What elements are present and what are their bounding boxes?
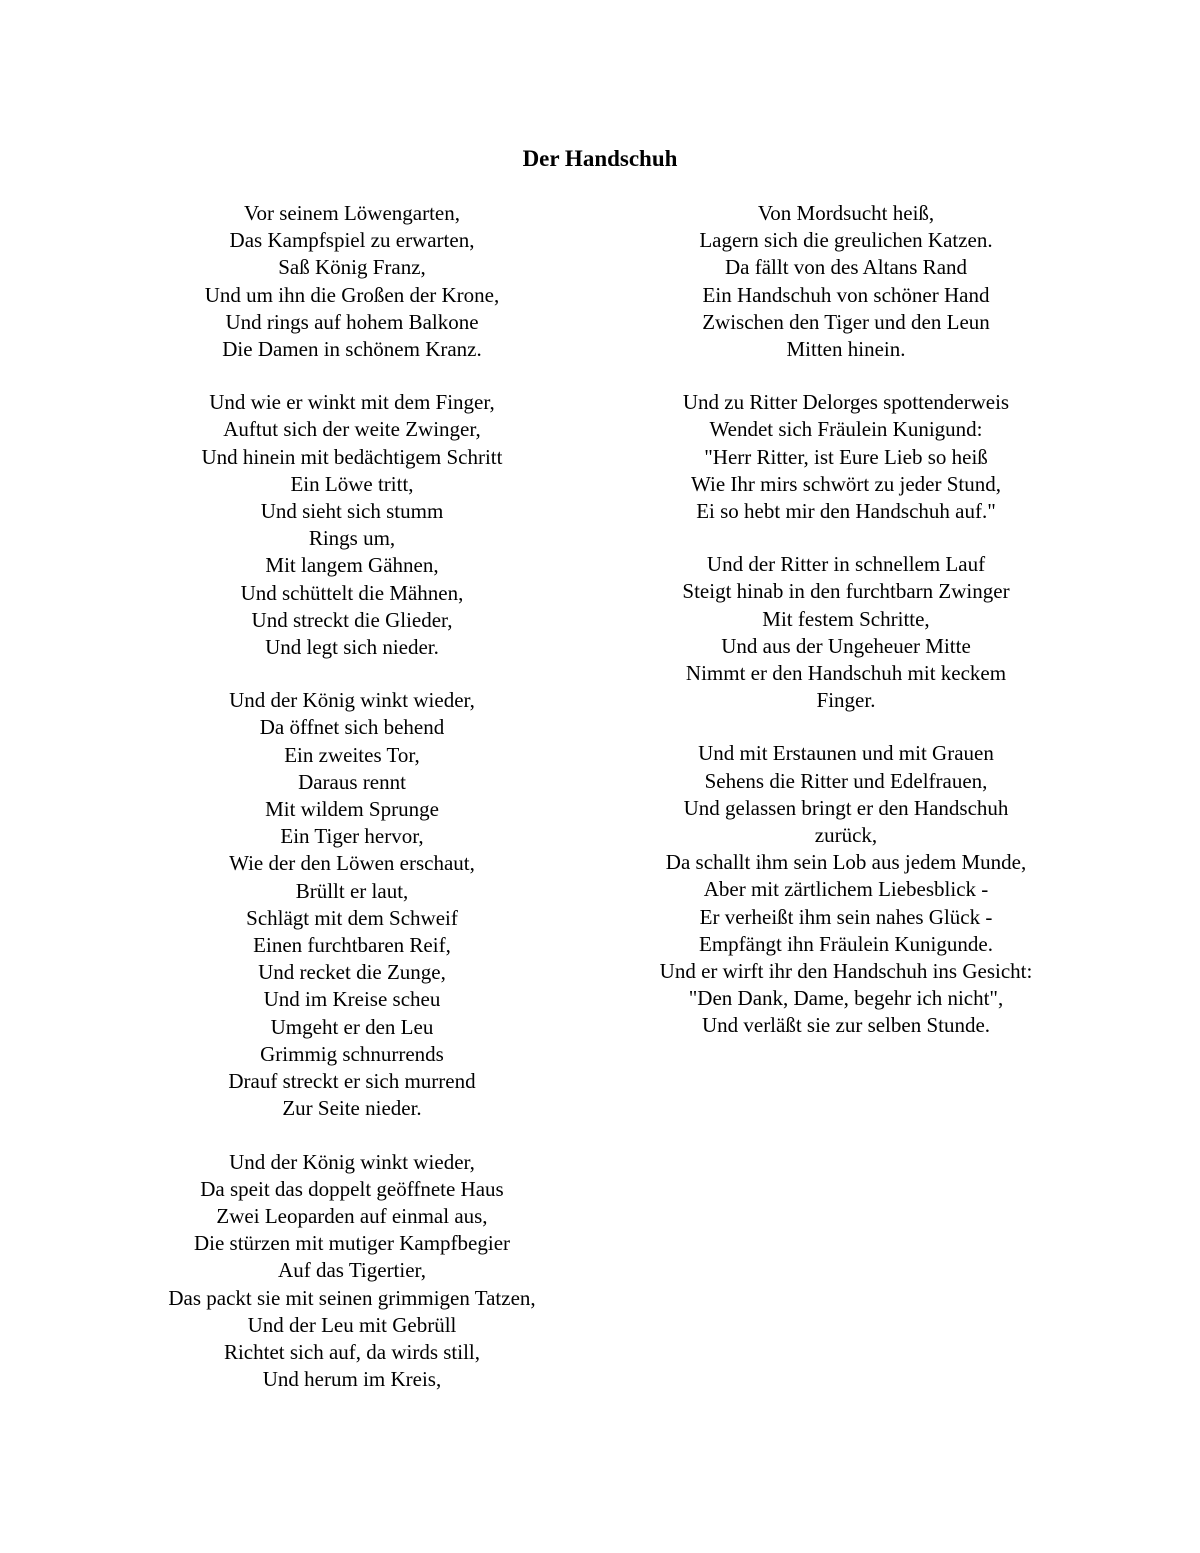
- verse-line: Und der Leu mit Gebrüll: [247, 1312, 457, 1337]
- verse-line: Nimmt er den Handschuh mit keckem: [685, 661, 1007, 686]
- verse-line: Das Kampfspiel zu erwarten,: [229, 228, 475, 253]
- verse-line: Und legt sich nieder.: [265, 635, 439, 660]
- verse-line: Ein Tiger hervor,: [280, 824, 424, 849]
- verse-line: zurück,: [814, 823, 878, 848]
- verse-line: Mit langem Gähnen,: [265, 553, 439, 578]
- verse-line: Mitten hinein.: [786, 337, 906, 362]
- verse-line: "Herr Ritter, ist Eure Lieb so heiß: [704, 444, 988, 469]
- verse-line: Ein Handschuh von schöner Hand: [702, 282, 990, 307]
- verse-line: Richtet sich auf, da wirds still,: [223, 1339, 481, 1364]
- verse-line: Und rings auf hohem Balkone: [225, 309, 479, 334]
- verse-line: Wendet sich Fräulein Kunigund:: [709, 417, 983, 442]
- stanza: [566, 740, 1126, 1039]
- verse-line: Wie Ihr mirs schwört zu jeder Stund,: [691, 471, 1001, 496]
- poem-title: Der Handschuh: [522, 146, 678, 171]
- verse-line: Und wie er winkt mit dem Finger,: [209, 390, 495, 415]
- verse-line: Auftut sich der weite Zwinger,: [223, 417, 481, 442]
- verse-line: Und sieht sich stumm: [260, 499, 444, 524]
- verse-line: Daraus rennt: [298, 769, 406, 794]
- verse-line: Und herum im Kreis,: [262, 1367, 442, 1392]
- verse-line: Wie der den Löwen erschaut,: [229, 851, 475, 876]
- stanza: [72, 389, 632, 661]
- stanza: [72, 687, 632, 1122]
- verse-line: Zur Seite nieder.: [282, 1096, 422, 1121]
- verse-line: Und der König winkt wieder,: [229, 688, 475, 713]
- verse-line: Und um ihn die Großen der Krone,: [204, 282, 500, 307]
- verse-line: Da öffnet sich behend: [259, 715, 445, 740]
- stanza: [72, 200, 632, 363]
- verse-line: Die stürzen mit mutiger Kampfbegier: [193, 1231, 511, 1256]
- stanza: [566, 551, 1126, 714]
- verse-line: Drauf streckt er sich murrend: [228, 1069, 476, 1094]
- verse-line: Und er wirft ihr den Handschuh ins Gesicht:: [659, 959, 1033, 984]
- verse-line: Schlägt mit dem Schweif: [246, 905, 458, 930]
- verse-line: Zwischen den Tiger und den Leun: [702, 309, 990, 334]
- verse-line: Ein Löwe tritt,: [290, 471, 414, 496]
- verse-line: Und verläßt sie zur selben Stunde.: [701, 1013, 991, 1038]
- verse-line: Da fällt von des Altans Rand: [724, 255, 968, 280]
- verse-line: Steigt hinab in den furchtbarn Zwinger: [682, 579, 1010, 604]
- verse-line: Und zu Ritter Delorges spottenderweis: [682, 390, 1010, 415]
- verse-line: Lagern sich die greulichen Katzen.: [699, 228, 993, 253]
- verse-line: Und schüttelt die Mähnen,: [240, 580, 464, 605]
- verse-line: Und hinein mit bedächtigem Schritt: [201, 444, 503, 469]
- verse-line: Grimmig schnurrends: [260, 1041, 444, 1066]
- verse-line: Auf das Tigertier,: [278, 1258, 426, 1283]
- verse-line: "Den Dank, Dame, begehr ich nicht",: [688, 986, 1004, 1011]
- verse-line: Und der König winkt wieder,: [229, 1149, 475, 1174]
- verse-line: Und mit Erstaunen und mit Grauen: [698, 741, 994, 766]
- verse-line: Sehens die Ritter und Edelfrauen,: [704, 768, 988, 793]
- stanza: [566, 389, 1126, 525]
- verse-line: Saß König Franz,: [278, 255, 426, 280]
- verse-line: Empfängt ihn Fräulein Kunigunde.: [699, 931, 993, 956]
- stanza: [72, 1149, 632, 1394]
- verse-line: Und im Kreise scheu: [263, 987, 441, 1012]
- verse-line: Zwei Leoparden auf einmal aus,: [216, 1203, 488, 1228]
- verse-line: Brüllt er laut,: [295, 878, 409, 903]
- verse-line: Und gelassen bringt er den Handschuh: [683, 795, 1009, 820]
- verse-line: Mit wildem Sprunge: [265, 797, 439, 822]
- verse-line: Umgeht er den Leu: [270, 1014, 434, 1039]
- verse-line: Die Damen in schönem Kranz.: [222, 337, 482, 362]
- verse-line: Das packt sie mit seinen grimmigen Tatzen,: [168, 1285, 536, 1310]
- verse-line: Und aus der Ungeheuer Mitte: [721, 633, 971, 658]
- verse-line: Vor seinem Löwengarten,: [244, 201, 460, 225]
- verse-line: Ein zweites Tor,: [284, 742, 420, 767]
- verse-line: Da speit das doppelt geöffnete Haus: [200, 1176, 504, 1201]
- verse-line: Rings um,: [308, 526, 396, 551]
- verse-line: Er verheißt ihm sein nahes Glück -: [699, 904, 993, 929]
- verse-line: Und streckt die Glieder,: [251, 607, 453, 632]
- verse-line: Einen furchtbaren Reif,: [253, 933, 451, 958]
- verse-line: Finger.: [816, 688, 876, 713]
- verse-line: Aber mit zärtlichem Liebesblick -: [703, 877, 989, 902]
- verse-line: Da schallt ihm sein Lob aus jedem Munde,: [665, 850, 1027, 875]
- verse-line: Mit festem Schritte,: [762, 606, 930, 631]
- right-column: [566, 200, 1126, 1066]
- verse-line: Und der Ritter in schnellem Lauf: [706, 552, 986, 577]
- verse-line: Und recket die Zunge,: [258, 960, 446, 985]
- verse-line: Von Mordsucht heiß,: [757, 201, 935, 225]
- left-column: [72, 200, 632, 1419]
- verse-line: Ei so hebt mir den Handschuh auf.": [696, 499, 996, 524]
- stanza: [566, 200, 1126, 363]
